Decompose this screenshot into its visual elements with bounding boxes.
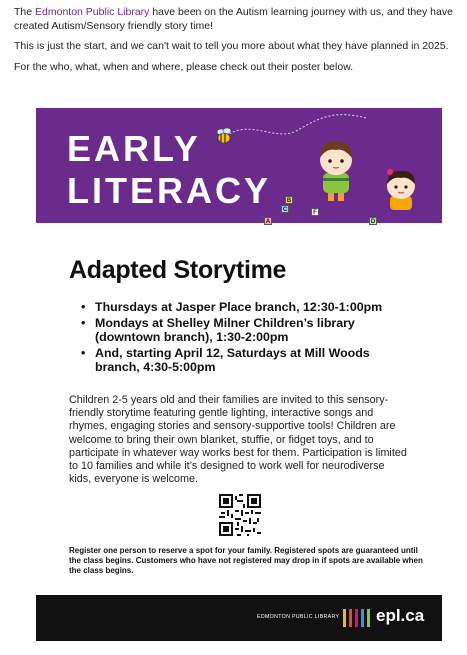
banner-title-line-2: LITERACY — [67, 170, 271, 211]
poster-title: Adapted Storytime — [69, 256, 287, 284]
schedule-item-text: And, starting April 12, Saturdays at Mill Woods branch, 4:30-5:00pm — [95, 345, 370, 374]
banner-bottom-strip — [36, 223, 442, 231]
boy-character-icon — [320, 142, 352, 201]
schedule-item — [81, 300, 411, 315]
girl-character-icon — [387, 169, 415, 210]
registration-note: Register one person to reserve a spot for your family. Registered spots are guaranteed until the class begins. Customers who have not registered may drop in if spots are available when the class begins. — [69, 546, 423, 575]
bullet-icon: • — [81, 300, 86, 314]
bullet-icon: • — [81, 315, 86, 330]
letter-block-f: F — [311, 208, 319, 216]
schedule-item — [81, 346, 411, 375]
letter-block-a: A — [265, 219, 271, 225]
storytime-poster — [36, 108, 442, 641]
qr-code-icon[interactable] — [219, 494, 261, 536]
poster-footer — [36, 595, 442, 641]
banner-title-line-1: EARLY — [67, 128, 201, 169]
schedule-item-text: Thursdays at Jasper Place branch, 12:30-1:00pm — [95, 300, 383, 314]
banner-illustration — [36, 108, 442, 223]
bullet-icon: • — [81, 345, 86, 360]
footer-org-name: EDMONTON PUBLIC LIBRARY — [257, 614, 340, 620]
poster-description: Children 2-5 years old and their families are invited to this sensory-friendly storytime featuring gentle lighting, interactive songs and rhymes, engaging stories and sensory-supportive tools! Children are welcome to bring their own blanket, stuffie, or fidget toys, and to participate in whatever way works best for them. Participation is limited to 10 families and while it’s designed to work well for neurodiverse kids, everyone is welcome. — [69, 394, 407, 486]
schedule-item-text: Mondays at Shelley Milner Children’s library (downtown branch), 1:30-2:00pm — [95, 315, 355, 344]
dotted-path-icon — [226, 115, 366, 136]
intro-text-start: The — [14, 6, 36, 18]
letter-block-d: D — [370, 219, 376, 225]
letter-block-b: B — [286, 198, 292, 204]
early-literacy-banner — [36, 108, 442, 223]
library-link[interactable]: Edmonton Public Library — [35, 6, 150, 18]
intro-paragraph-1 — [14, 6, 454, 33]
intro-text-end: have been on the Autism learning journey with us, and they have created Autism/Sensory friendly story time! — [14, 6, 453, 32]
letter-block-c: C — [282, 207, 288, 213]
schedule-item — [81, 316, 411, 345]
epl-brand-link[interactable]: epl.ca — [376, 606, 425, 625]
intro-paragraph-2: This is just the start, and we can't wait to tell you more about what they have planned in 2025. — [14, 40, 449, 52]
intro-paragraph-3: For the who, what, when and where, please check out their poster below. — [14, 60, 354, 73]
epl-logo-bars-icon — [343, 609, 373, 627]
bee-icon — [217, 128, 231, 143]
schedule-list — [81, 300, 411, 376]
intro-text — [14, 6, 454, 81]
